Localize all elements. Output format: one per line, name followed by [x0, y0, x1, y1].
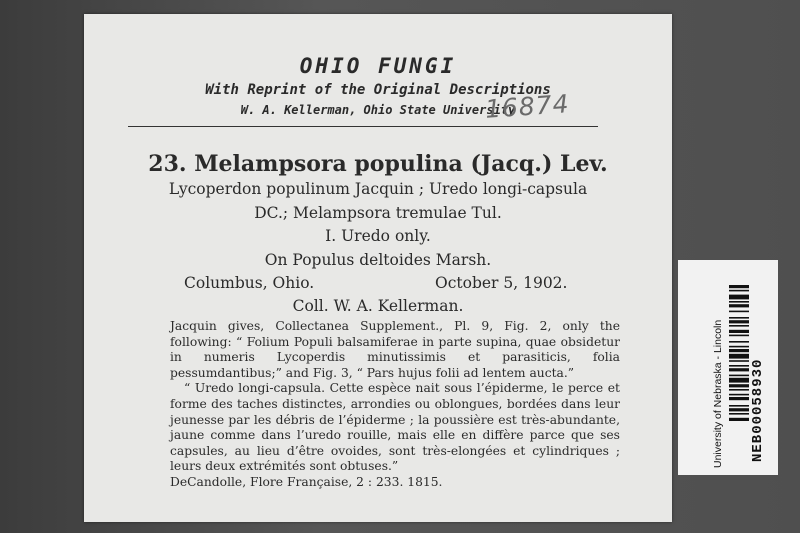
series-title: OHIO FUNGI	[299, 54, 457, 78]
collection-date: October 5, 1902.	[435, 274, 568, 292]
handwritten-accession-number: 16874	[484, 89, 571, 124]
specimen-label	[84, 14, 672, 522]
header-divider	[128, 126, 598, 127]
synonyms-line-1: Lycoperdon populinum Jacquin ; Uredo longi-capsula	[168, 180, 588, 198]
series-author: W. A. Kellerman, Ohio State University	[240, 103, 516, 117]
barcode-number: NEB00058930	[750, 358, 766, 462]
description-paragraph-1: Jacquin gives, Collectanea Supplement., Pl. 9, Fig. 2, only the following: “ Folium Populi balsamiferae in parte supina, quae obsidetur in numeris Lycoperdis minutissimis et parasiticis, folia pessumdantibus;” and Fig. 3, “ Pars hujus folii ad lentem aucta.”	[170, 319, 620, 380]
spore-stage: I. Uredo only.	[325, 227, 431, 245]
barcode-graphic	[729, 285, 749, 465]
description-citation: DeCandolle, Flore Française, 2 : 233. 1815.	[170, 474, 443, 489]
host-plant: On Populus deltoides Marsh.	[264, 251, 492, 269]
synonyms-line-2: DC.; Melampsora tremulae Tul.	[254, 204, 502, 222]
description-paragraph-2: “ Uredo longi-capsula. Cette espèce nait sous l’épiderme, le perce et forme des taches distinctes, arrondies ou oblongues, bordées dans leur jeunesse par les débris de l’épiderme ; la poussière est très-abundante, jaune comme dans l’uredo rouille, mais elle en diffère parce que ses capsules, au lieu d’être ovoides, sont très-elongées et cylindriques ; leurs deux extrémités sont obtuses.”	[170, 381, 620, 474]
collection-place: Columbus, Ohio.	[184, 274, 315, 292]
collector: Coll. W. A. Kellerman.	[292, 297, 464, 315]
species-name: 23. Melampsora populina (Jacq.) Lev.	[148, 151, 608, 177]
series-subtitle: With Reprint of the Original Descriptions	[205, 82, 551, 98]
original-description	[170, 319, 620, 491]
institution-name: University of Nebraska - Lincoln	[712, 319, 724, 468]
